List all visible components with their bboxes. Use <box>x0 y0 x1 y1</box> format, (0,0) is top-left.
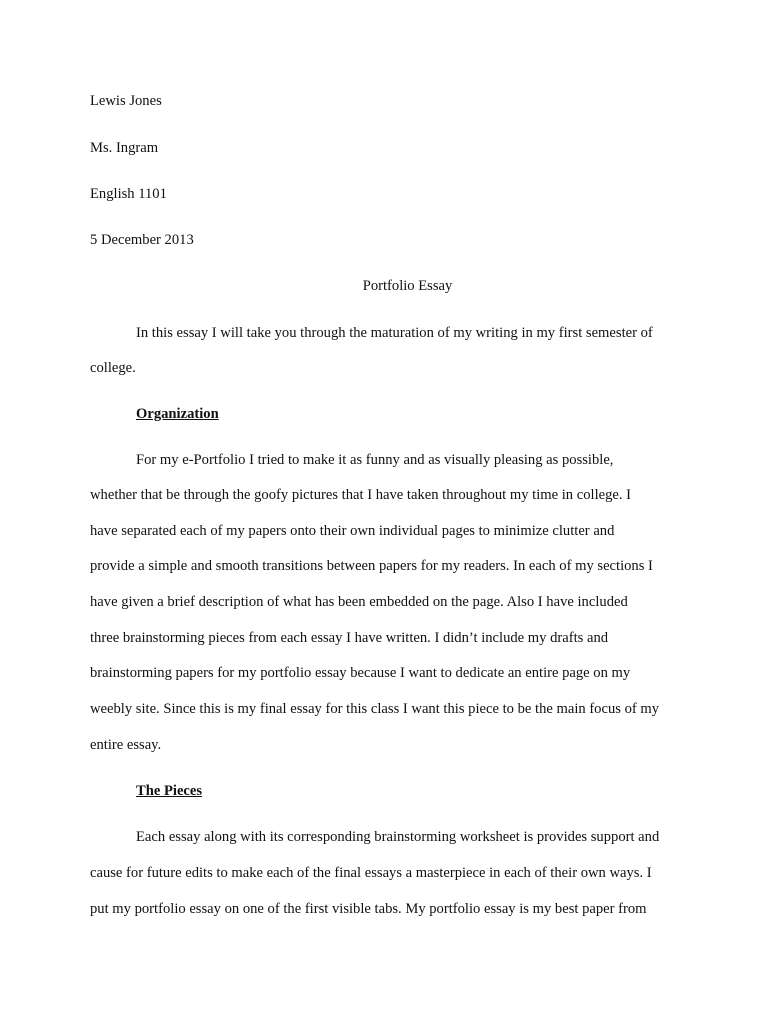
section-heading-organization: Organization <box>136 406 219 422</box>
essay-title: Portfolio Essay <box>362 278 453 294</box>
paragraph-line: entire essay. <box>90 737 162 753</box>
paragraph-line: three brainstorming pieces from each essay I have written. I didn’t include my drafts and <box>90 630 609 646</box>
instructor-name: Ms. Ingram <box>90 140 159 156</box>
paragraph-line: whether that be through the goofy pictures that I have taken throughout my time in college. I <box>90 487 632 503</box>
paragraph-line: weebly site. Since this is my final essay for this class I want this piece to be the main focus of my <box>90 701 660 717</box>
course-name: English 1101 <box>90 186 167 202</box>
paragraph-line: Each essay along with its corresponding brainstorming worksheet is provides support and <box>136 829 660 845</box>
paragraph-line: put my portfolio essay on one of the first visible tabs. My portfolio essay is my best paper from <box>90 901 647 917</box>
paragraph-line: brainstorming papers for my portfolio essay because I want to dedicate an entire page on my <box>90 665 631 681</box>
paragraph-line: have given a brief description of what has been embedded on the page. Also I have included <box>90 594 628 610</box>
paragraph-line: provide a simple and smooth transitions between papers for my readers. In each of my sections I <box>90 558 653 574</box>
intro-line: In this essay I will take you through the maturation of my writing in my first semester of <box>136 325 653 341</box>
author-name: Lewis Jones <box>90 93 162 109</box>
essay-date: 5 December 2013 <box>90 232 194 248</box>
intro-line: college. <box>90 360 136 376</box>
paragraph-line: have separated each of my papers onto their own individual pages to minimize clutter and <box>90 523 615 539</box>
paragraph-line: For my e-Portfolio I tried to make it as funny and as visually pleasing as possible, <box>136 452 614 468</box>
section-heading-the-pieces: The Pieces <box>136 783 203 799</box>
paragraph-line: cause for future edits to make each of the final essays a masterpiece in each of their own ways. I <box>90 865 652 881</box>
